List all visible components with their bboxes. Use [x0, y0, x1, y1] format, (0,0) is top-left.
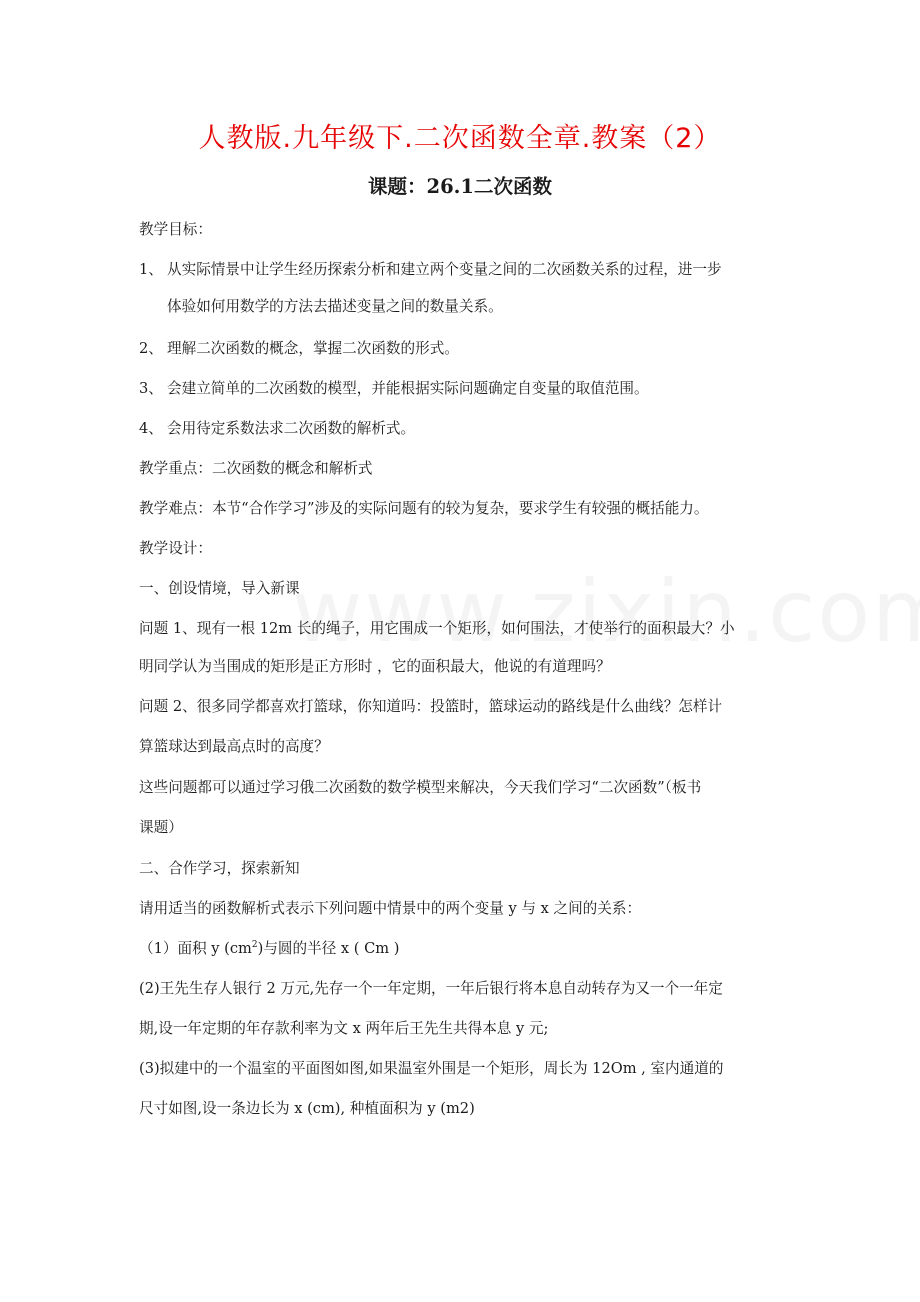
objective-text: 从实际情景中让学生经历探索分析和建立两个变量之间的二次函数关系的过程，进一步 — [167, 261, 722, 278]
section-heading: 二、合作学习，探索新知 — [139, 860, 300, 877]
key-point: 教学重点：二次函数的概念和解析式 — [139, 460, 373, 477]
intro-paragraph: 这些问题都可以通过学习俄二次函数的数学模型来解决，今天我们学习“二次函数”（板书 — [139, 779, 702, 796]
task-item-2: (2)王先生存人银行 2 万元,先存一个一年定期，一年后银行将本息自动转存为又一个一年定 — [139, 980, 723, 997]
objective-number: 2、 — [139, 340, 163, 357]
objective-text: 会建立简单的二次函数的模型，并能根据实际问题确定自变量的取值范围。 — [167, 380, 649, 397]
task-item-2-continued: 期,设一年定期的年存款利率为文 x 两年后王先生共得本息 y 元; — [139, 1020, 549, 1037]
design-heading: 教学设计： — [139, 540, 212, 557]
objective-number: 1、 — [139, 261, 163, 278]
objective-continuation: 体验如何用数学的方法去描述变量之间的数量关系。 — [167, 298, 503, 315]
objective-number: 3、 — [139, 380, 163, 397]
document-title: 人教版.九年级下.二次函数全章.教案（2） — [198, 123, 722, 154]
section-heading: 一、创设情境，导入新课 — [139, 580, 300, 597]
objective-item — [139, 260, 722, 280]
lesson-title: 课题：26.1二次函数 — [368, 175, 552, 198]
objective-text: 理解二次函数的概念，掌握二次函数的形式。 — [167, 340, 459, 357]
question-1: 问题 1、现有一根 12m 长的绳子，用它围成一个矩形，如何围法，才使举行的面积最大？小 — [139, 620, 735, 637]
question-1-continued: 明同学认为当围成的矩形是正方形时 ，它的面积最大，他说的有道理吗？ — [139, 658, 611, 675]
objective-number: 4、 — [139, 420, 163, 437]
objective-item — [139, 419, 415, 439]
item-text: （1）面积 y (cm — [139, 940, 252, 957]
task-item-3: (3)拟建中的一个温室的平面图如图,如果温室外围是一个矩形，周长为 12Om , 室内通道的 — [139, 1060, 724, 1077]
item-text: )与圆的半径 x ( Cm ) — [257, 940, 400, 957]
difficulty: 教学难点：本节“合作学习”涉及的实际问题有的较为复杂，要求学生有较强的概括能力。 — [139, 500, 709, 517]
task-item-3-continued: 尺寸如图,设一条边长为 x (cm), 种植面积为 y (m2) — [139, 1100, 475, 1117]
intro-paragraph-continued: 课题） — [139, 819, 183, 836]
superscript: 2 — [251, 940, 258, 951]
question-2-continued: 算篮球达到最高点时的高度？ — [139, 738, 329, 755]
objective-item — [139, 379, 649, 399]
objective-item — [139, 339, 459, 359]
objective-text: 会用待定系数法求二次函数的解析式。 — [167, 420, 416, 437]
watermark — [292, 562, 920, 662]
task-item-1 — [139, 939, 399, 959]
question-2: 问题 2、很多同学都喜欢打篮球，你知道吗：投篮时，篮球运动的路线是什么曲线？怎样计 — [139, 698, 723, 715]
task-instruction: 请用适当的函数解析式表示下列问题中情景中的两个变量 y 与 x 之间的关系： — [139, 900, 642, 917]
objectives-heading: 教学目标： — [139, 221, 212, 238]
